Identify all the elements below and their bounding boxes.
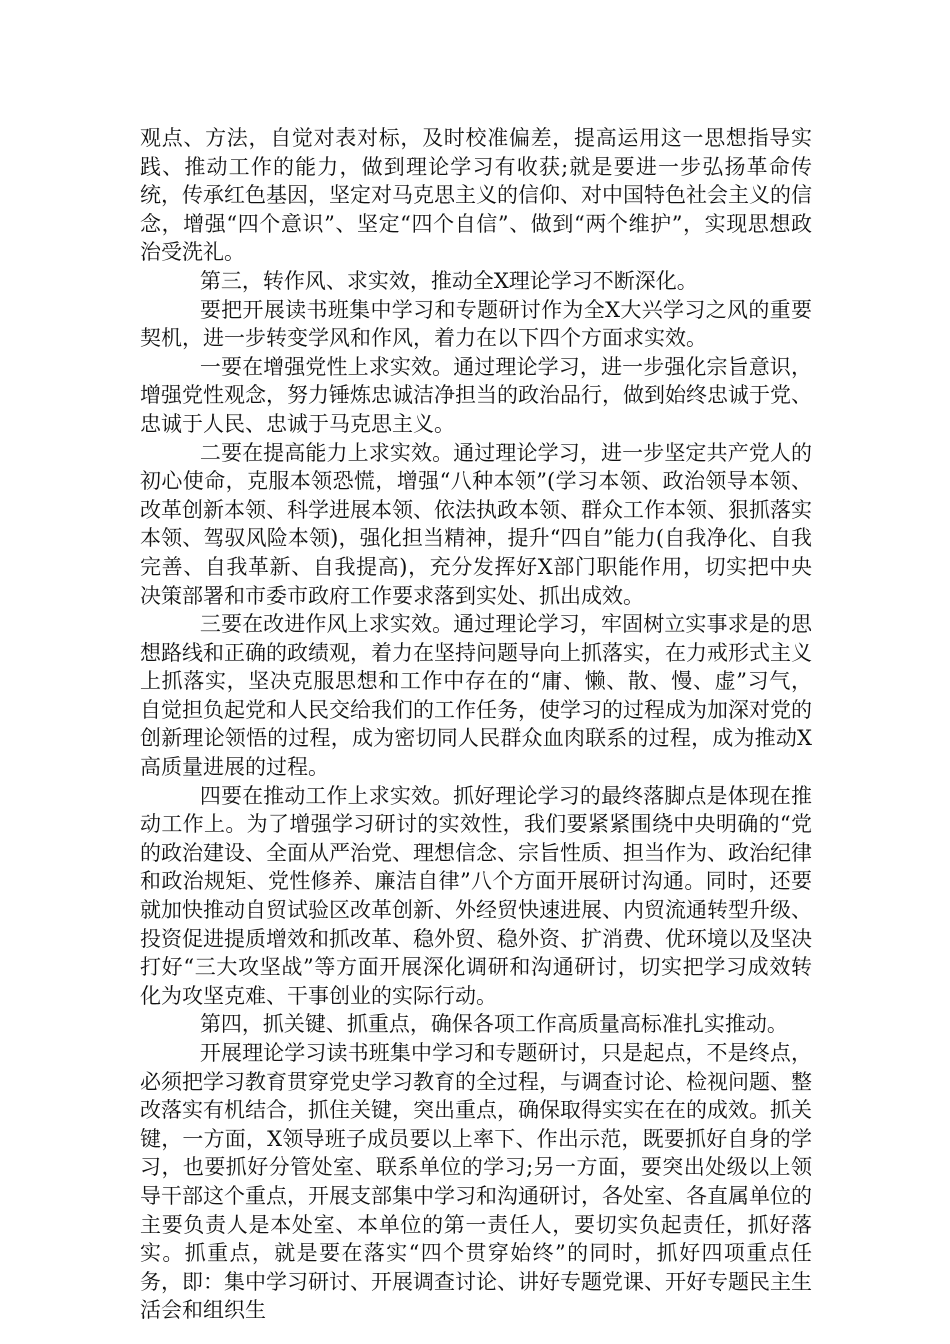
paragraph-continuation: 观点、方法，自觉对表对标，及时校准偏差，提高运用这一思想指导实践、推动工作的能力，做到理论学习有收获;就是要进一步弘扬革命传统，传承红色基因，坚定对马克思主义的信仰、对中国特色社会主义的信念，增强“四个意识”、坚定“四个自信”、做到“两个维护”，实现思想政治受洗礼。: [140, 126, 812, 265]
paragraph-work-style: 三要在改进作风上求实效。通过理论学习，牢固树立实事求是的思想路线和正确的政绩观，着力在坚持问题导向上抓落实，在力戒形式主义上抓落实，坚决克服思想和工作中存在的“庸、懒、散、慢、虚”习气，自觉担负起党和人民交给我们的工作任务，使学习的过程成为加深对党的创新理论领悟的过程，成为密切同人民群众血肉联系的过程，成为推动X高质量进展的过程。: [140, 612, 812, 780]
paragraph-party-spirit: 一要在增强党性上求实效。通过理论学习，进一步强化宗旨意识，增强党性观念，努力锤炼忠诚洁净担当的政治品行，做到始终忠诚于党、忠诚于人民、忠诚于马克思主义。: [140, 354, 812, 436]
document-page: [140, 124, 812, 1325]
paragraph-ability: 二要在提高能力上求实效。通过理论学习，进一步坚定共产党人的初心使命，克服本领恐慌，增强“八种本领”(学习本领、政治领导本领、改革创新本领、科学进展本领、依法执政本领、群众工作本领、狠抓落实本领、驾驭风险本领)，强化担当精神，提升“四自”能力(自我净化、自我完善、自我革新、自我提高)，充分发挥好X部门职能作用，切实把中央决策部署和市委市政府工作要求落到实处、抓出成效。: [140, 440, 812, 608]
paragraph-promote-work: 四要在推动工作上求实效。抓好理论学习的最终落脚点是体现在推动工作上。为了增强学习研讨的实效性，我们要紧紧围绕中央明确的“党的政治建设、全面从严治党、理想信念、宗旨性质、担当作为、政治纪律和政治规矩、党性修养、廉洁自律”八个方面开展研讨沟通。同时，还要就加快推动自贸试验区改革创新、外经贸快速进展、内贸流通转型升级、投资促进提质增效和抓改革、稳外贸、稳外资、扩消费、优环境以及坚决打好“三大攻坚战”等方面开展深化调研和沟通研讨，切实把学习成效转化为攻坚克难、干事创业的实际行动。: [140, 783, 812, 1008]
paragraph-key-points: 开展理论学习读书班集中学习和专题研讨，只是起点，不是终点，必须把学习教育贯穿党史学习教育的全过程，与调查讨论、检视问题、整改落实有机结合，抓住关键，突出重点，确保取得实实在在的成效。抓关键，一方面，X领导班子成员要以上率下、作出示范，既要抓好自身的学习，也要抓好分管处室、联系单位的学习;另一方面，要突出处级以上领导干部这个重点，开展支部集中学习和沟通研讨，各处室、各直属单位的主要负责人是本处室、本单位的第一责任人，要切实负起责任，抓好落实。抓重点，就是要在落实“四个贯穿始终”的同时，抓好四项重点任务，即：集中学习研讨、开展调查讨论、讲好专题党课、开好专题民主生活会和组织生: [140, 1041, 812, 1323]
paragraph-intro-four-aspects: 要把开展读书班集中学习和专题研讨作为全X大兴学习之风的重要契机，进一步转变学风和作风，着力在以下四个方面求实效。: [140, 297, 812, 351]
section-heading-third: 第三，转作风、求实效，推动全X理论学习不断深化。: [199, 268, 698, 293]
section-heading-fourth: 第四，抓关键、抓重点，确保各项工作高质量高标准扎实推动。: [199, 1012, 788, 1037]
